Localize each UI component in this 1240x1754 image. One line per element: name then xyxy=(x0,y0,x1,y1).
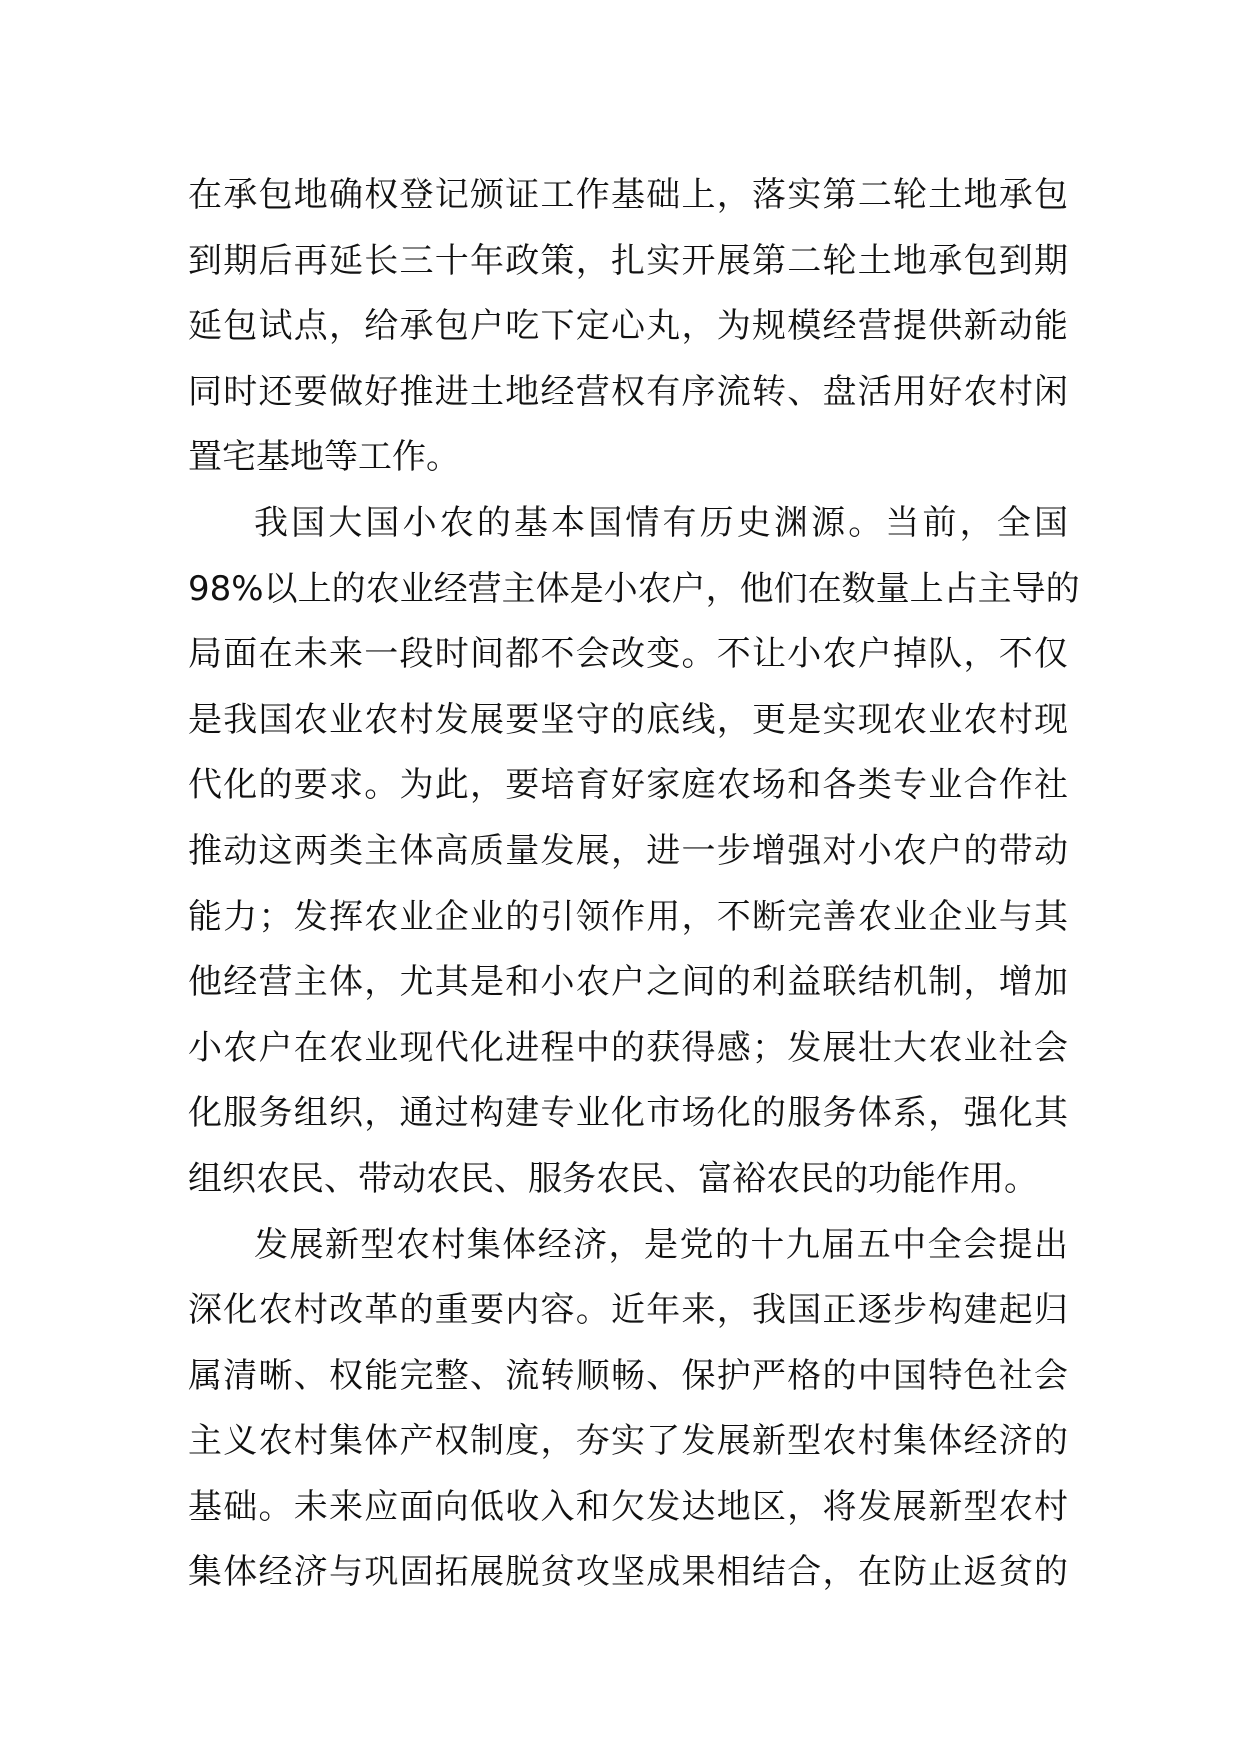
body-text xyxy=(188,163,1080,1606)
text-line: 置宅基地等工作。 xyxy=(188,437,460,478)
text-line: 98% 以 上 的 农 业 经 营 主 体 是 小 农 户 ， 他 们 在 数 量 上 占 主 导 的 xyxy=(188,568,1080,609)
text-line: 基 础 。 未 来 应 面 向 低 收 入 和 欠 发 达 地 区 ， 将 发 展 新 型 农 村 xyxy=(188,1486,1068,1527)
text-line: 到 期 后 再 延 长 三 十 年 政 策 ， 扎 实 开 展 第 二 轮 土 地 承 包 到 期 xyxy=(188,240,1068,281)
text-line: 小 农 户 在 农 业 现 代 化 进 程 中 的 获 得 感 ； 发 展 壮 大 农 业 社 会 xyxy=(188,1027,1068,1068)
text-line: 是 我 国 农 业 农 村 发 展 要 坚 守 的 底 线 ， 更 是 实 现 农 业 农 村 现 xyxy=(188,699,1068,740)
text-line: 属 清 晰 、 权 能 完 整 、 流 转 顺 畅 、 保 护 严 格 的 中 国 特 色 社 会 xyxy=(188,1355,1068,1396)
text-line: 深 化 农 村 改 革 的 重 要 内 容 。 近 年 来 ， 我 国 正 逐 步 构 建 起 归 xyxy=(188,1290,1068,1331)
text-line: 在 承 包 地 确 权 登 记 颁 证 工 作 基 础 上 ， 落 实 第 二 轮 土 地 承 包 xyxy=(188,175,1068,215)
text-line: 局 面 在 未 来 一 段 时 间 都 不 会 改 变 。 不 让 小 农 户 掉 队 ， 不 仅 xyxy=(188,634,1068,675)
text-line: 延 包 试 点 ， 给 承 包 户 吃 下 定 心 丸 ， 为 规 模 经 营 提 供 新 动 能 xyxy=(188,306,1068,347)
text-line: 组织农民、带动农民、服务农民、富裕农民的功能作用。 xyxy=(188,1158,1038,1199)
text-line: 同 时 还 要 做 好 推 进 土 地 经 营 权 有 序 流 转 、 盘 活 用 好 农 村 闲 xyxy=(188,371,1068,412)
text-line: 集 体 经 济 与 巩 固 拓 展 脱 贫 攻 坚 成 果 相 结 合 ， 在 防 止 返 贫 的 xyxy=(188,1552,1068,1593)
text-line: 主 义 农 村 集 体 产 权 制 度 ， 夯 实 了 发 展 新 型 农 村 集 体 经 济 的 xyxy=(188,1421,1068,1462)
text-line: 他 经 营 主 体 ， 尤 其 是 和 小 农 户 之 间 的 利 益 联 结 机 制 ， 增 加 xyxy=(188,962,1068,1003)
text-line: 能 力 ； 发 挥 农 业 企 业 的 引 领 作 用 ， 不 断 完 善 农 业 企 业 与 其 xyxy=(188,896,1068,937)
text-line: 化 服 务 组 织 ， 通 过 构 建 专 业 化 市 场 化 的 服 务 体 系 ， 强 化 其 xyxy=(188,1093,1068,1134)
paragraph-first-line: 我 国 大 国 小 农 的 基 本 国 情 有 历 史 渊 源 。 当 前 ， 全 国 xyxy=(254,502,1068,543)
text-line: 推 动 这 两 类 主 体 高 质 量 发 展 ， 进 一 步 增 强 对 小 农 户 的 带 动 xyxy=(188,830,1068,871)
text-line: 代 化 的 要 求 。 为 此 ， 要 培 育 好 家 庭 农 场 和 各 类 专 业 合 作 社 xyxy=(188,765,1068,806)
paragraph-first-line: 发 展 新 型 农 村 集 体 经 济 ， 是 党 的 十 九 届 五 中 全 会 提 出 xyxy=(254,1224,1068,1265)
